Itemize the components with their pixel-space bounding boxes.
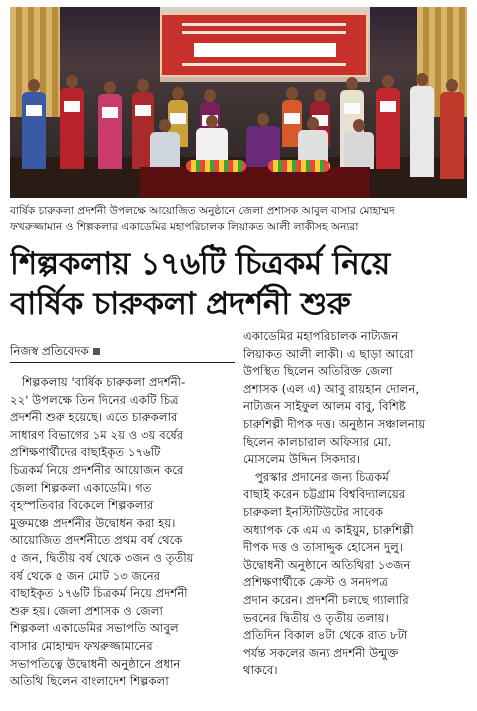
article-line: উপস্থিত ছিলেন অতিরিক্ত জেলা <box>243 364 393 379</box>
article-line: মুক্তমঞ্চে প্রদর্শনীর উদ্বোধন করা হয়। <box>10 515 176 530</box>
byline <box>10 342 235 360</box>
article-line: একাডেমির মহাপরিচালক নাট্যজন <box>243 329 399 343</box>
article-line: প্রশাসক (এল এ) আবু রায়হান দোলন, <box>243 381 420 396</box>
person <box>98 81 122 169</box>
divider <box>10 362 235 363</box>
article-line: চারুশিল্পী দীপক দত্ত। অনুষ্ঠান সঞ্চালনায় <box>243 416 426 431</box>
article-column-1 <box>10 374 234 691</box>
article-line: চিত্রকর্ম নিয়ে প্রদর্শনীর আয়োজন করে <box>10 462 184 477</box>
article-line: ছিলেন কালচারাল অফিসার মো. <box>243 434 392 449</box>
flower-arrangement <box>268 160 330 172</box>
caption-line: ফখরুজ্জামান ও শিল্পকলার একাডেমির মহাপরিচালক লিয়াকত আলী লাকীসহ অন্যরা <box>10 221 359 233</box>
person <box>60 75 84 169</box>
headline-line: বার্ষিক চারুকলা প্রদর্শনী শুরু <box>10 286 351 322</box>
article-line: পর্যন্ত সকলের জন্য প্রদর্শনী উন্মুক্ত <box>243 645 399 660</box>
article-line: বাসার মোহাম্মদ ফখরুজ্জামানের <box>10 638 153 653</box>
stage-table <box>140 167 370 198</box>
article-line: সাধারণ বিভাগের ১ম ২য় ও ৩য় বর্ষের <box>10 427 184 442</box>
person <box>410 73 434 177</box>
article-column-2 <box>243 328 467 680</box>
article-line: বাছাই করেন চট্টগ্রাম বিশ্ববিদ্যালয়ের <box>243 487 406 502</box>
article-line: শিল্পকলায় 'বার্ষিক চারুকলা প্রদর্শনী- <box>22 375 186 389</box>
photo-caption <box>10 203 467 235</box>
guest-seated <box>150 119 180 169</box>
flower-arrangement <box>186 160 246 172</box>
article-line: লিয়াকত আলী লাকী। এ ছাড়া আরো <box>243 346 414 361</box>
event-banner <box>160 13 368 77</box>
article-line: জেলা শিল্পকলা একাডেমি। গত <box>10 480 152 495</box>
article-line: বৃহস্পতিবার বিকেলে শিল্পকলার <box>10 498 154 513</box>
person <box>376 75 400 169</box>
article-line: ৫ জন, দ্বিতীয় বর্ষ থেকে ৩জন ও তৃতীয় <box>10 550 194 565</box>
article-line: বাছাইকৃত ১৭৬টি চিত্রকর্ম নিয়ে প্রদর্শনী <box>10 586 188 601</box>
caption-line: বার্ষিক চারুকলা প্রদর্শনী উপলক্ষে আয়োজিত অনুষ্ঠানে জেলা প্রশাসক আবুল বাসার মোহাম্মদ <box>10 205 395 217</box>
article-line: প্রতিদিন বিকাল ৪টা থেকে রাত ৮টা <box>243 628 408 643</box>
article-line: চারুকলা ইনস্টিটিউটের সাবেক <box>243 504 384 519</box>
article-line: নাট্যজন সাইফুল আলম বাবু, বিশিষ্ট <box>243 399 406 414</box>
article-line: দীপক দত্ত ও তাসাদ্দুক হোসেন দুলু। <box>243 540 404 555</box>
headline-line: শিল্পকলায় ১৭৬টি চিত্রকর্ম নিয়ে <box>10 246 390 282</box>
article-line: অধ্যাপক কে এম এ কাইয়ুম, চারুশিল্পী <box>243 522 414 537</box>
article-line: উদ্বোধনী অনুষ্ঠানে অতিথিরা ১৩জন <box>243 557 411 572</box>
article-line: শিল্পকলা একাডেমির সভাপতি আবুল <box>10 621 179 636</box>
headline <box>10 244 467 324</box>
event-photo <box>10 7 467 198</box>
article-line: মোসলেম উদ্দিন সিকদার। <box>243 452 361 467</box>
person <box>22 79 46 169</box>
article-line: প্রদান করেন। প্রদর্শনী চলছে গ্যালারি <box>243 592 409 607</box>
byline-text: নিজস্ব প্রতিবেদক <box>10 344 89 358</box>
article-line: সভাপতিত্বে উদ্বোধনী অনুষ্ঠানে প্রধান <box>10 656 181 671</box>
square-bullet-icon <box>93 348 100 355</box>
article-line: থাকবে। <box>243 663 278 678</box>
article-line: প্রশিক্ষণার্থীদের বাছাইকৃত ১৭৬টি <box>10 445 161 460</box>
article-line: প্রদর্শনী শুরু হয়েছে। এতে চারুকলার <box>10 410 178 425</box>
guest-seated <box>344 119 374 169</box>
article-line: প্রশিক্ষণার্থীকে ক্রেস্ট ও সনদপত্র <box>243 575 388 590</box>
article-line: ভবনের দ্বিতীয় ও তৃতীয় তলায়। <box>243 610 389 625</box>
article-line: ২২' উপলক্ষে তিন দিনের একটি চিত্র <box>10 392 179 407</box>
article-line: বর্ষ থেকে ৫ জন মোট ১৩ জনের <box>10 568 161 583</box>
person <box>440 79 464 179</box>
article-line: অতিথি ছিলেন বাংলাদেশ শিল্পকলা <box>10 674 169 689</box>
article-line: শুরু হয়। জেলা প্রশাসক ও জেলা <box>10 603 163 618</box>
article-line: পুরস্কার প্রদানের জন্য চিত্রকর্ম <box>255 469 389 484</box>
article-line: আয়োজিত প্রদর্শনীতে প্রথম বর্ষ থেকে <box>10 533 183 548</box>
